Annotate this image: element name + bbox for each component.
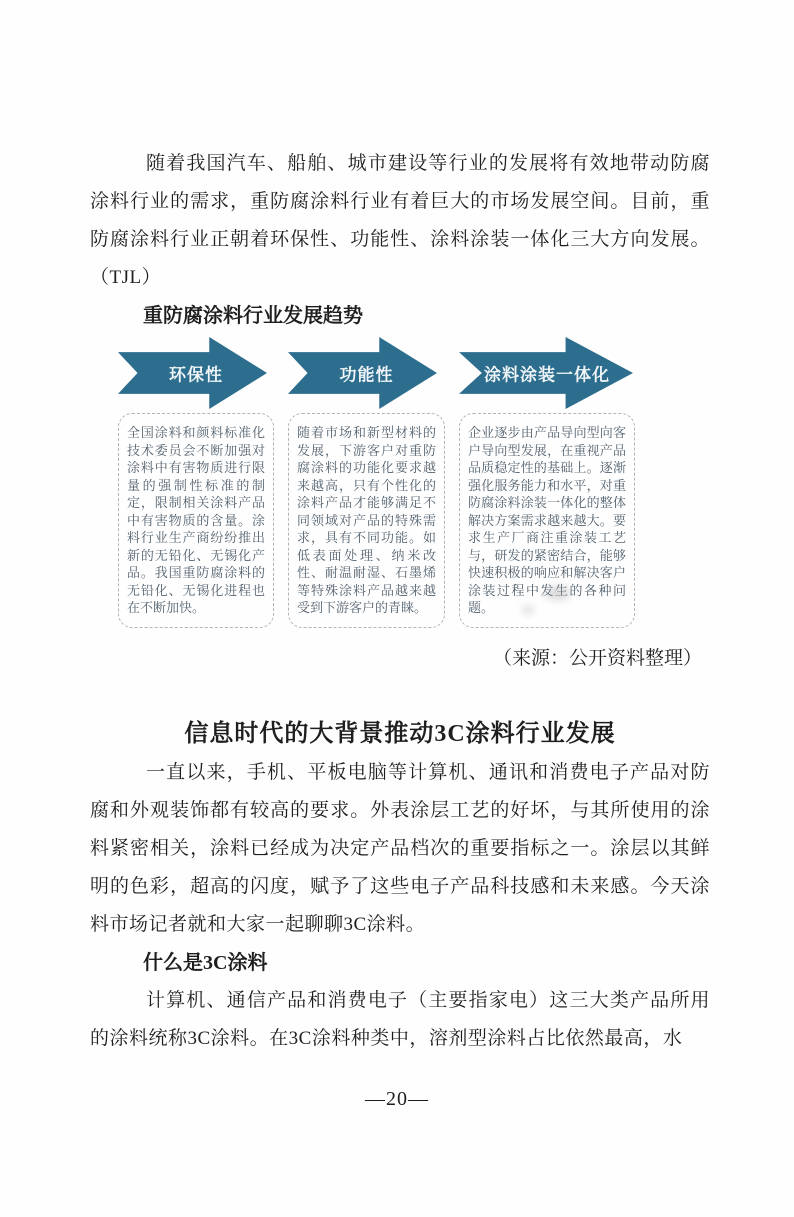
trend-column-environmental [118, 337, 274, 628]
trend-arrow-label: 涂料涂装一体化 [483, 365, 610, 385]
trend-description-box [288, 413, 445, 628]
trend-arrow-label: 功能性 [339, 365, 394, 385]
scan-smudge [545, 586, 571, 600]
trend-diagram [118, 337, 640, 628]
trend-arrow-integration [459, 337, 635, 409]
article-subheading: 什么是3C涂料 [143, 951, 268, 974]
article-title: 信息时代的大背景推动3C涂料行业发展 [184, 720, 616, 747]
trend-section-heading: 重防腐涂料行业发展趋势 [143, 305, 363, 327]
article-paragraph-1: 一直以来，手机、平板电脑等计算机、通讯和消费电子产品对防腐和外观装饰都有较高的要求。外表涂层工艺的好坏，与其所使用的涂料紧密相关，涂料已经成为决定产品档次的重要指标之一。涂层以其鲜明的色彩，超高的闪度，赋予了这些电子产品科技感和未来感。今天涂料市场记者就和大家一起聊聊3C涂料。 [90, 761, 710, 935]
trend-description-text: 全国涂料和颜料标准化技术委员会不断加强对涂料中有害物质进行限量的强制性标准的制定，限制相关涂料产品中有害物质的含量。涂料行业生产商纷纷推出新的无铅化、无锡化产品。我国重防腐涂料的无铅化、无锡化进程也在不断加快。 [127, 425, 265, 615]
trend-arrow-environmental [118, 337, 274, 409]
trend-column-integration [459, 337, 635, 628]
trend-description-text: 企业逐步由产品导向型向客户导向型发展，在重视产品品质稳定性的基础上。逐渐强化服务能力和水平，对重防腐涂料涂装一体化的整体解决方案需求越来越大。要求生产厂商注重涂装工艺与，研发的紧密结合，能够快速积极的响应和解决客户涂装过程中发生的各种问题。 [468, 425, 626, 615]
scan-smudge [522, 606, 534, 614]
article-paragraph-2: 计算机、通信产品和消费电子（主要指家电）这三大类产品所用的涂料统称3C涂料。在3C涂料种类中，溶剂型涂料占比依然最高，水 [90, 989, 710, 1049]
trend-description-box [118, 413, 274, 628]
trend-description-text: 随着市场和新型材料的发展，下游客户对重防腐涂料的功能化要求越来越高，只有个性化的涂料产品才能够满足不同领域对产品的特殊需求，具有不同功能。如低表面处理、纳米改性、耐温耐湿、石墨烯等特殊涂料产品越来越受到下游客户的青睐。 [297, 425, 436, 615]
trend-arrow-functional [288, 337, 445, 409]
page-number: —20— [365, 1088, 429, 1110]
trend-column-functional [288, 337, 445, 628]
trend-arrow-label: 环保性 [168, 365, 223, 385]
source-note: （来源：公开资料整理） [492, 647, 702, 669]
intro-paragraph: 随着我国汽车、船舶、城市建设等行业的发展将有效地带动防腐涂料行业的需求，重防腐涂料行业有着巨大的市场发展空间。目前，重防腐涂料行业正朝着环保性、功能性、涂料涂装一体化三大方向发展。（TJL） [90, 153, 710, 288]
